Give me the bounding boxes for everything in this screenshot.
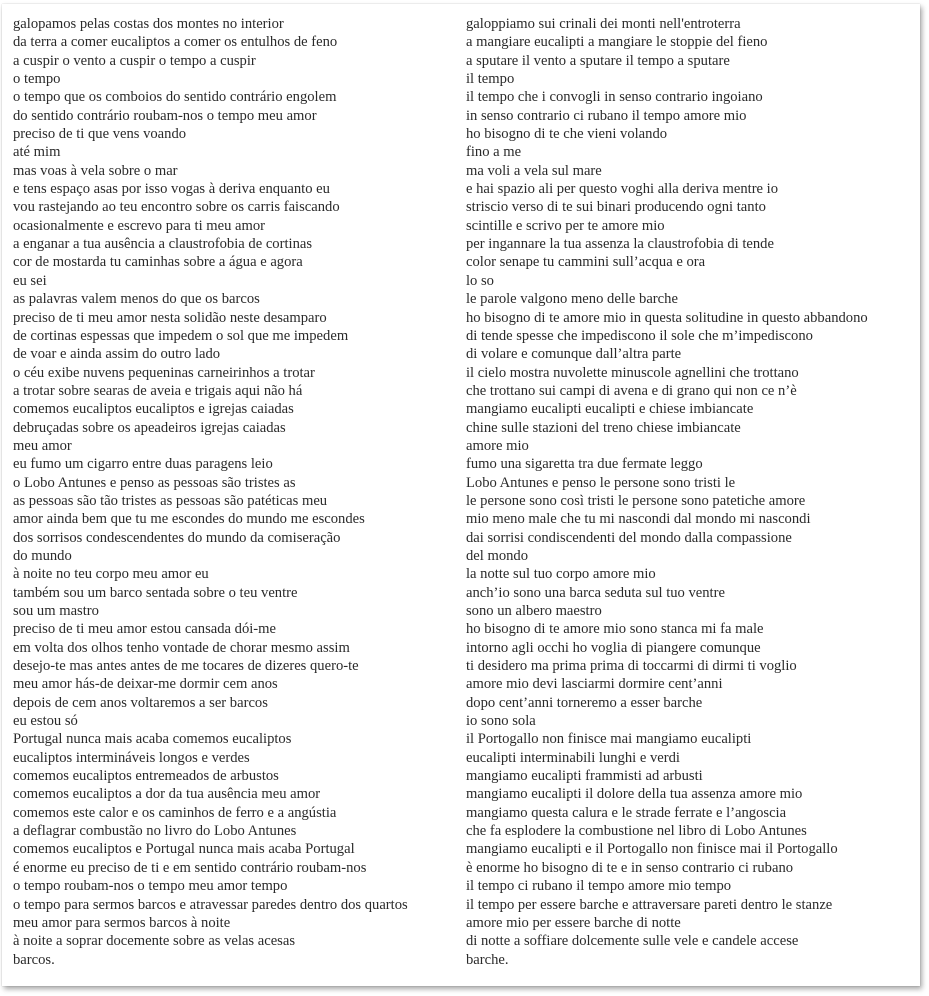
poem-line: meu amor [13,437,72,454]
poem-line: di tende spesse che impediscono il sole che m’impediscono [466,327,813,344]
poem-line: galoppiamo sui crinali dei monti nell'entroterra [466,16,741,32]
poem-line: preciso de ti que vens voando [13,126,187,143]
poem-line: dai sorrisi condiscendenti del mondo dalla compassione [466,529,792,546]
poem-line: a deflagrar combustão no livro do Lobo Antunes [13,823,297,840]
poem-line: do mundo [13,547,72,564]
poem-line: per ingannare la tua assenza la claustrofobia di tende [466,236,774,253]
poem-line: comemos este calor e os caminhos de ferro e a angústia [13,804,337,821]
poem-line: scintille e scrivo per te amore mio [466,217,665,234]
portuguese-column [13,15,408,969]
poem-line: amor ainda bem que tu me escondes do mundo me escondes [13,511,365,528]
poem-line: sono un albero maestro [466,603,602,619]
poem-line: chine sulle stazioni del treno chiese imbiancate [466,419,741,436]
poem-line: è enorme ho bisogno di te e in senso contrario ci rubano [466,859,794,876]
poem-line: il Portogallo non finisce mai mangiamo eucalipti [466,731,752,748]
poem-line: é enorme eu preciso de ti e em sentido contrário roubam-nos [13,859,367,876]
poem-line: meu amor hás-de deixar-me dormir cem anos [13,676,278,693]
poem-line: comemos eucaliptos eucaliptos e igrejas caiadas [13,401,294,418]
document-page [2,4,920,986]
poem-line: em volta dos olhos tenho vontade de chorar mesmo assim [13,639,350,656]
poem-line: le persone sono così tristi le persone sono patetiche amore [466,492,806,509]
poem-line: fino a me [466,144,522,161]
poem-line: comemos eucaliptos entremeados de arbustos [13,768,279,785]
poem-line: il tempo che i convogli in senso contrario ingoiano [466,89,763,106]
poem-line: comemos eucaliptos e Portugal nunca mais acaba Portugal [13,841,355,858]
poem-line: color senape tu cammini sull’acqua e ora [466,254,706,271]
poem-line: o tempo roubam-nos o tempo meu amor tempo [13,878,288,895]
poem-line: il tempo ci rubano il tempo amore mio tempo [466,878,732,895]
poem-line: che fa esplodere la combustione nel libro di Lobo Antunes [466,823,807,840]
poem-line: também sou um barco sentada sobre o teu ventre [13,584,298,601]
poem-line: mangiamo eucalipti eucalipti e chiese imbiancate [466,401,754,418]
poem-line: eucaliptos intermináveis longos e verdes [13,749,250,766]
poem-line: amore mio per essere barche di notte [466,914,681,931]
italian-column [466,15,868,969]
poem-line: sou um mastro [13,603,99,619]
poem-line: ocasionalmente e escrevo para ti meu amor [13,217,266,234]
poem-line: vou rastejando ao teu encontro sobre os carris faiscando [13,199,340,216]
poem-line: amore mio devi lasciarmi dormire cent’anni [466,676,723,693]
poem-line: à noite a soprar docemente sobre as velas acesas [13,933,296,950]
poem-line: comemos eucaliptos a dor da tua ausência meu amor [13,786,321,803]
poem-line: mangiamo eucalipti il dolore della tua assenza amore mio [466,786,803,803]
poem-line: di notte a soffiare dolcemente sulle vele e candele accese [466,933,799,950]
poem-line: dopo cent’anni torneremo a esser barche [466,694,703,711]
poem-line: a enganar a tua ausência a claustrofobia de cortinas [13,236,313,253]
poem-line: mio meno male che tu mi nascondi dal mondo mi nascondi [466,511,811,528]
poem-line: in senso contrario ci rubano il tempo amore mio [466,107,747,124]
poem-line: de voar e ainda assim do outro lado [13,346,221,363]
poem-line: até mim [13,144,61,161]
poem-line: eucalipti interminabili lunghi e verdi [466,749,680,766]
poem-line: striscio verso di te sui binari producendo ogni tanto [466,199,766,216]
poem-line: de cortinas espessas que impedem o sol que me impedem [13,327,349,344]
poem-line: il cielo mostra nuvolette minuscole agnellini che trottano [466,364,799,381]
poem-line: o tempo para sermos barcos e atravessar paredes dentro dos quartos [13,896,408,913]
poem-line: e tens espaço asas por isso vogas à deriva enquanto eu [13,181,330,198]
poem-line: as palavras valem menos do que os barcos [13,291,260,308]
poem-line: a trotar sobre searas de aveia e trigais aqui não há [13,382,303,399]
poem-line: preciso de ti meu amor nesta solidão neste desamparo [13,309,327,326]
poem-line: ho bisogno di te che vieni volando [466,126,668,143]
poem-line: ti desidero ma prima prima di toccarmi di dirmi ti voglio [466,658,797,675]
poem-line: desejo-te mas antes antes de me tocares de dizeres quero-te [13,658,359,675]
poem-line: e hai spazio ali per questo voghi alla deriva mentre io [466,181,779,198]
poem-line: a cuspir o vento a cuspir o tempo a cuspir [13,52,256,69]
poem-line: barcos. [13,951,55,968]
poem-line: del mondo [466,547,529,564]
poem-line: lo so [466,272,494,289]
poem-line: o céu exibe nuvens pequeninas carneirinhos a trotar [13,364,315,381]
poem-line: fumo una sigaretta tra due fermate leggo [466,456,703,473]
poem-line: ma voli a vela sul mare [466,162,602,179]
poem-line: debruçadas sobre os apeadeiros igrejas caiadas [13,419,286,436]
poem-line: di volare e comunque dall’altra parte [466,346,682,363]
poem-line: o tempo [13,71,61,88]
poem-line: mangiamo eucalipti frammisti ad arbusti [466,768,703,785]
poem-line: Portugal nunca mais acaba comemos eucaliptos [13,731,292,748]
poem-line: a sputare il vento a sputare il tempo a sputare [466,52,730,69]
poem-line: as pessoas são tão tristes as pessoas são patéticas meu [13,492,328,509]
poem-line: depois de cem anos voltaremos a ser barcos [13,694,268,711]
poem-line: à noite no teu corpo meu amor eu [13,566,209,583]
poem-line: ho bisogno di te amore mio sono stanca mi fa male [466,621,764,638]
poem-line: galopamos pelas costas dos montes no interior [13,16,284,32]
poem-line: Lobo Antunes e penso le persone sono tristi le [466,474,736,491]
poem-line: eu sei [13,272,47,289]
poem-line: o Lobo Antunes e penso as pessoas são tristes as [13,474,296,491]
poem-line: eu estou só [13,713,78,730]
poem-line: mangiamo questa calura e le strade ferrate e l’angoscia [466,804,787,821]
poem-line: amore mio [466,437,529,454]
poem-line: da terra a comer eucaliptos a comer os entulhos de feno [13,34,338,51]
poem-line: anch’io sono una barca seduta sul tuo ventre [466,584,725,601]
poem-line: a mangiare eucalipti a mangiare le stoppie del fieno [466,34,768,51]
poem-line: barche. [466,951,509,968]
poem-line: ho bisogno di te amore mio in questa solitudine in questo abbandono [466,309,868,326]
poem-line: io sono sola [466,713,536,730]
poem-line: le parole valgono meno delle barche [466,291,678,308]
poem-line: mangiamo eucalipti e il Portogallo non finisce mai il Portogallo [466,841,838,858]
poem-line: meu amor para sermos barcos à noite [13,914,231,931]
poem-line: il tempo [466,71,515,88]
poem-line: intorno agli occhi ho voglia di piangere comunque [466,639,761,656]
poem-line: eu fumo um cigarro entre duas paragens leio [13,456,273,473]
poem-line: il tempo per essere barche e attraversare pareti dentro le stanze [466,896,833,913]
poem-line: do sentido contrário roubam-nos o tempo meu amor [13,107,317,124]
poem-line: o tempo que os comboios do sentido contrário engolem [13,89,337,106]
poem-line: mas voas à vela sobre o mar [13,162,178,179]
poem-line: dos sorrisos condescendentes do mundo da comiseração [13,529,341,546]
poem-line: preciso de ti meu amor estou cansada dói-me [13,621,277,638]
poem-line: cor de mostarda tu caminhas sobre a água e agora [13,254,303,271]
poem-line: la notte sul tuo corpo amore mio [466,566,656,583]
poem-line: che trottano sui campi di avena e di grano qui non ce n’è [466,382,797,399]
